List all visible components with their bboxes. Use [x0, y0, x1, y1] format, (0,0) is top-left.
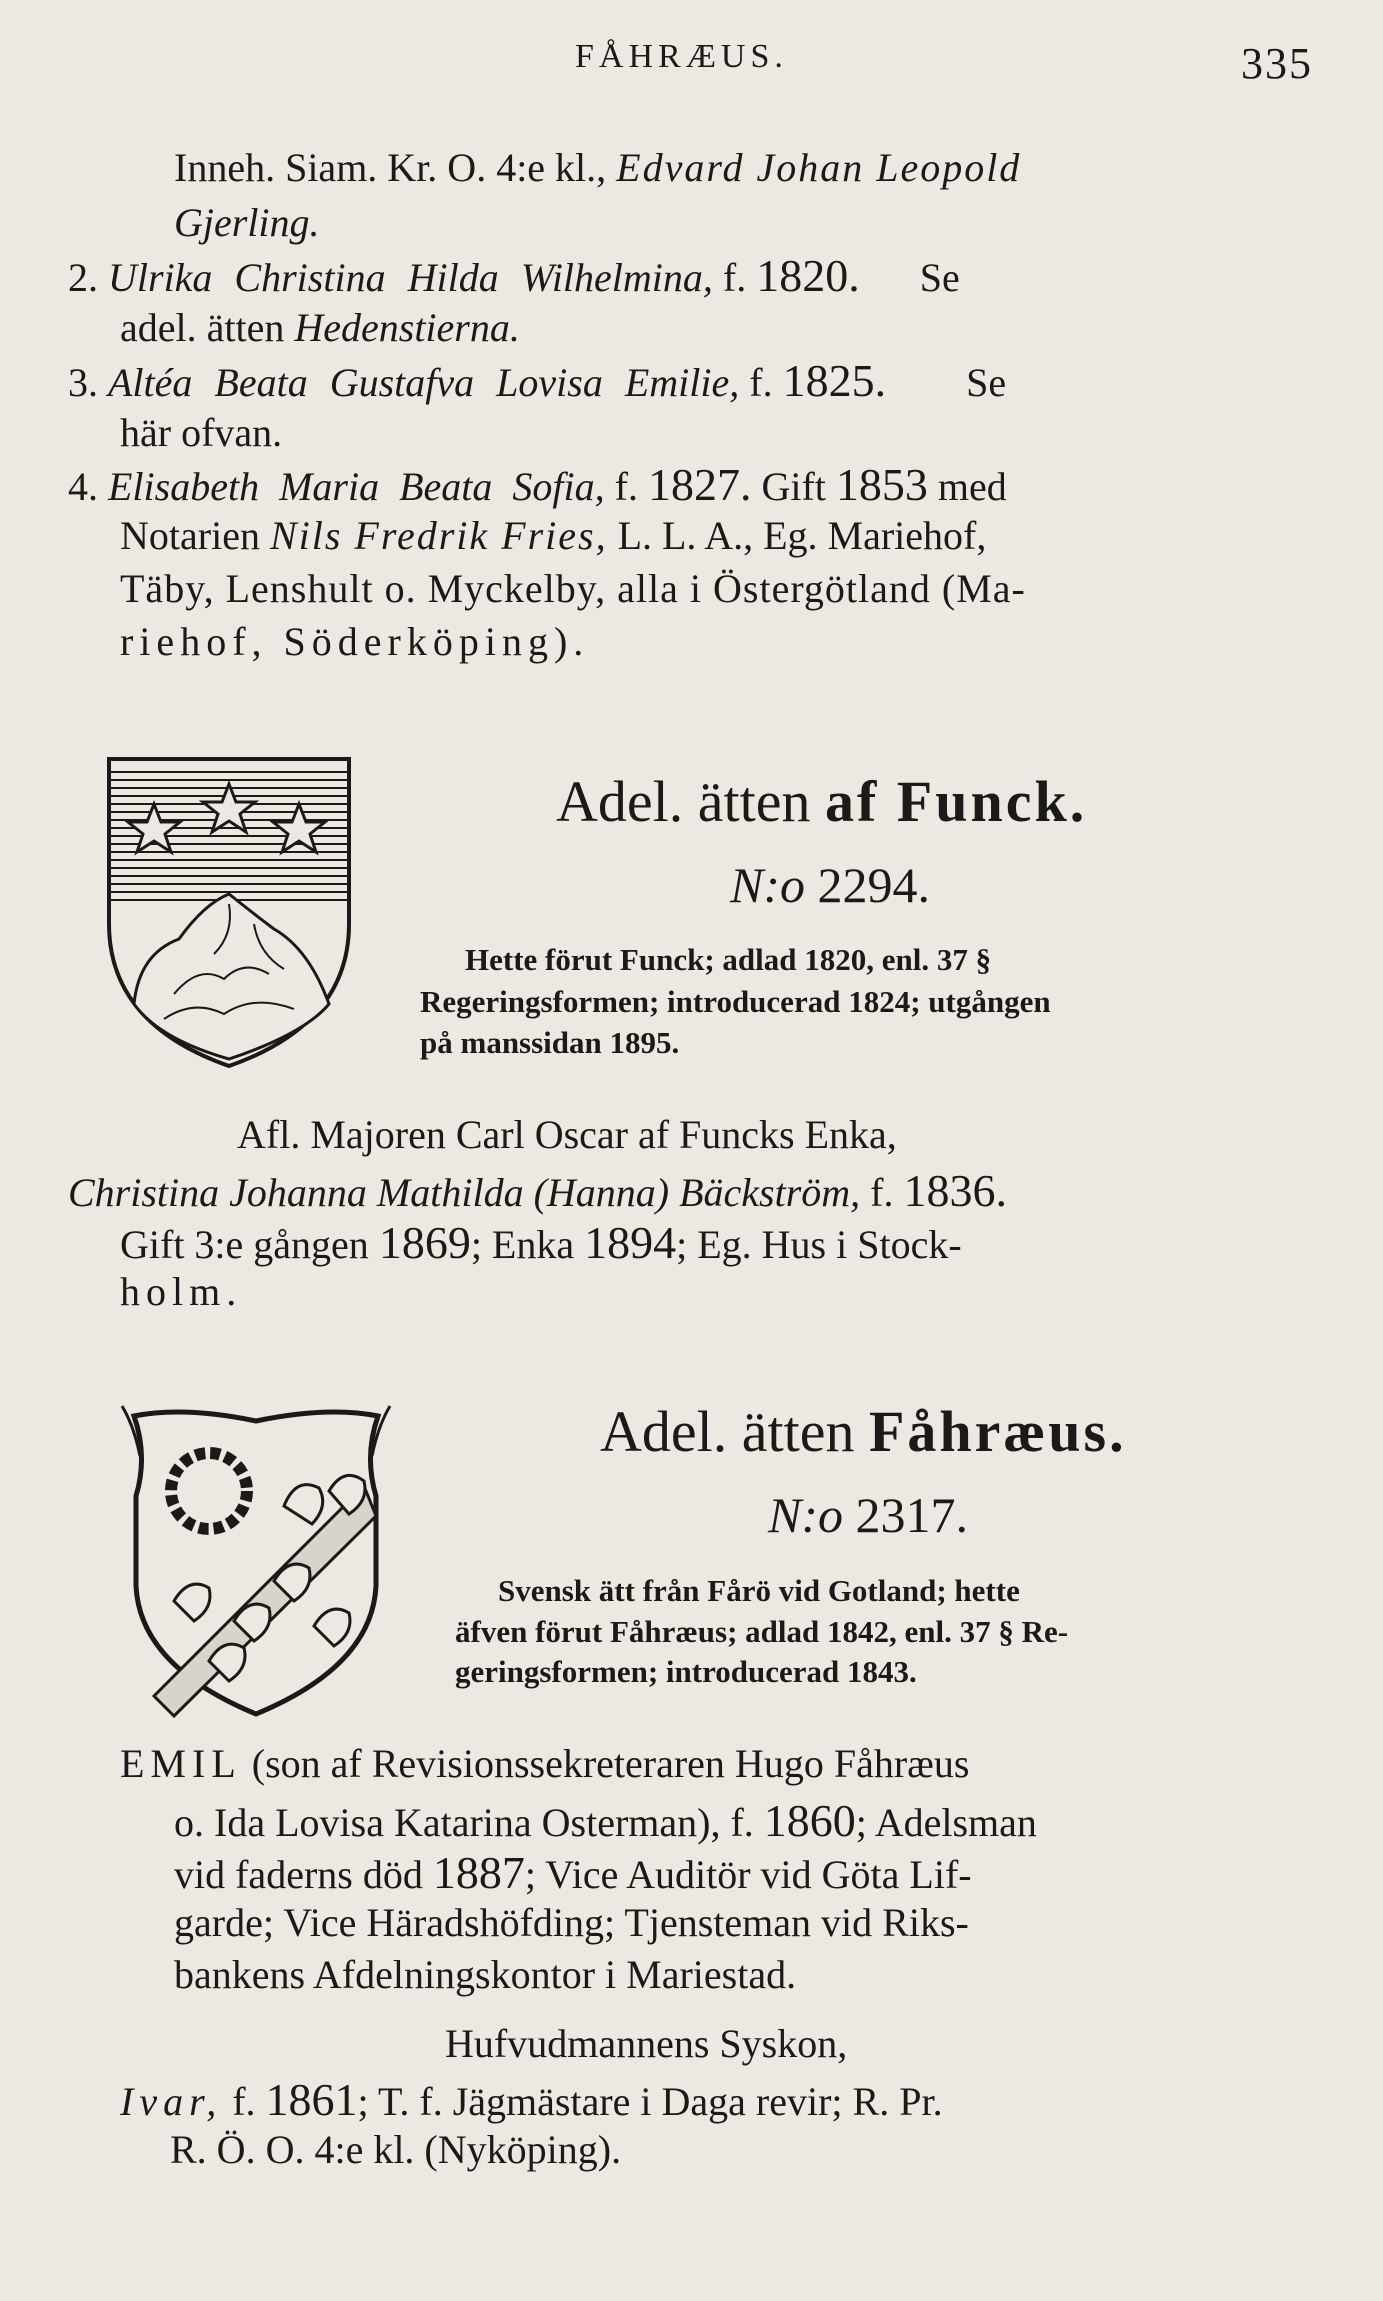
- funck-description: Regeringsformen; introducerad 1824; utgången: [420, 984, 1051, 1019]
- funck-entry-line: Afl. Majoren Carl Oscar af Funcks Enka,: [237, 1112, 897, 1157]
- fahraeus-description: geringsformen; introducerad 1843.: [455, 1654, 917, 1689]
- fahraeus-entry-line: Ivar, f. 1861; T. f. Jägmästare i Daga revir; R. Pr.: [120, 2074, 943, 2125]
- entry-line: riehof, Söderköping).: [120, 619, 590, 664]
- entry-line: 2. Ulrika Christina Hilda Wilhelmina, f. 1820. Se: [68, 250, 960, 301]
- running-header: [0, 38, 1383, 88]
- fahraeus-entry-line: R. Ö. O. 4:e kl. (Nyköping).: [170, 2127, 622, 2172]
- section-title-fahraeus: Adel. ätten Fåhræus.: [600, 1399, 1127, 1464]
- fahraeus-entry-line: o. Ida Lovisa Katarina Osterman), f. 1860; Adelsman: [174, 1795, 1037, 1846]
- running-title: FÅHRÆUS.: [575, 38, 788, 75]
- funck-coat-of-arms-icon: [104, 754, 354, 1070]
- section-number-funck: N:o 2294.: [730, 857, 930, 913]
- funck-entry-line: holm.: [120, 1269, 243, 1314]
- entry-line: Inneh. Siam. Kr. O. 4:e kl., Edvard Johan Leopold: [174, 145, 1022, 190]
- fahraeus-entry-line: garde; Vice Häradshöfding; Tjensteman vid Riks-: [174, 1900, 969, 1945]
- funck-entry-line: Gift 3:e gången 1869; Enka 1894; Eg. Hus i Stock-: [120, 1217, 962, 1268]
- fahraeus-entry-line: EMIL (son af Revisionssekreteraren Hugo Fåhræus: [120, 1741, 970, 1786]
- siblings-heading: Hufvudmannens Syskon,: [445, 2021, 848, 2066]
- entry-line: 3. Altéa Beata Gustafva Lovisa Emilie, f. 1825. Se: [68, 355, 1007, 406]
- entry-line: 4. Elisabeth Maria Beata Sofia, f. 1827. Gift 1853 med: [68, 459, 1007, 510]
- entry-line: Notarien Nils Fredrik Fries, L. L. A., Eg. Mariehof,: [120, 513, 987, 558]
- funck-description: på manssidan 1895.: [420, 1025, 680, 1060]
- section-number-fahraeus: N:o 2317.: [768, 1487, 968, 1543]
- page-number: 335: [1241, 39, 1313, 88]
- entry-line: Täby, Lenshult o. Myckelby, alla i Östergötland (Ma-: [120, 566, 1026, 611]
- entry-line: adel. ätten Hedenstierna.: [120, 305, 520, 350]
- entry-line: Gjerling.: [174, 200, 320, 245]
- fahraeus-coat-of-arms-icon: [114, 1396, 398, 1718]
- entry-line: här ofvan.: [120, 410, 283, 455]
- fahraeus-entry-line: vid faderns död 1887; Vice Auditör vid Göta Lif-: [174, 1847, 972, 1898]
- funck-description: Hette förut Funck; adlad 1820, enl. 37 §: [465, 942, 992, 977]
- fahraeus-entry-line: bankens Afdelningskontor i Mariestad.: [174, 1952, 797, 1997]
- fahraeus-description: Svensk ätt från Fårö vid Gotland; hette: [498, 1573, 1020, 1608]
- funck-entry-line: Christina Johanna Mathilda (Hanna) Bäckström, f. 1836.: [68, 1165, 1007, 1216]
- fahraeus-description: äfven förut Fåhræus; adlad 1842, enl. 37 § Re-: [455, 1614, 1069, 1649]
- section-title-funck: Adel. ätten af Funck.: [556, 769, 1088, 834]
